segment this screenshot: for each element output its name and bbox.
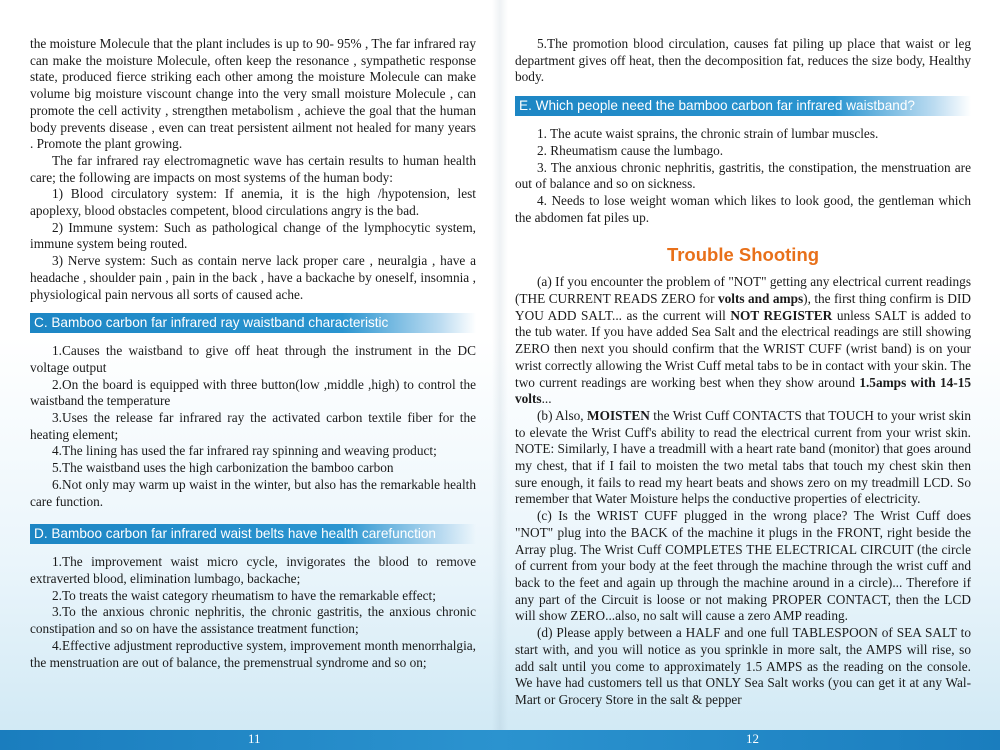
trouble-shooting-title: Trouble Shooting: [666, 244, 820, 266]
section-e-heading: E. Which people need the bamboo carbon far infrared waistband?: [515, 96, 971, 116]
section-c-item: 6.Not only may warm up waist in the winter, but also has the remarkable health care function.: [30, 476, 476, 509]
trouble-a-bold: 1.5amps with 14-15 volts: [515, 374, 971, 407]
section-d-item: 3.To the anxious chronic nephritis, the chronic gastritis, the anxious chronic constipation and so on have the assistance treatment function;: [30, 604, 476, 637]
trouble-a-bold: NOT REGISTER: [730, 307, 833, 323]
page-number-left: 11: [248, 731, 261, 746]
page-number-right: 12: [746, 731, 759, 746]
intro-paragraph: the moisture Molecule that the plant includes is up to 90- 95% , The far infrared ray can make the moisture Molecule, often keep the resonance , sympathetic response state, produced fierce striking each other among the moisture Molecule can make volume big moisture viscount change into the very small moisture Molecule , can promote the cell activity , strengthen metabolism , achieve the goal that the human body prevents disease , even can treat persistent ailment not healed for many years . Promote the plant growing.: [30, 36, 476, 152]
section-d-item: 1.The improvement waist micro cycle, invigorates the blood to remove extraverted blood, elimination lumbago, backache;: [30, 554, 476, 586]
trouble-a-text: ...: [541, 391, 552, 407]
footer-bar: [0, 730, 1000, 750]
trouble-a-text: unless SALT is added to the tub water. If you have added Sea Salt and the electrical readings are still showing ZERO then next you should confirm that the WRIST CUFF (wrist band) is on your wrist correctly allowing the Wrist Cuff metal tabs to be in contact with your skin. The two current readings are working best when they show around: [515, 307, 971, 390]
trouble-a-bold: volts and amps: [717, 291, 804, 307]
wave-paragraph: The far infrared ray electromagnetic wave has certain results to human health care; the following are impacts on most systems of the human body:: [30, 152, 476, 185]
section-e-item: 2. Rheumatism cause the lumbago.: [537, 142, 724, 158]
section-e-item: 4. Needs to lose weight woman which likes to look good, the gentleman which the abdomen fat piles up.: [515, 192, 971, 225]
page-gutter: [492, 0, 508, 730]
blood-system-paragraph: 1) Blood circulatory system: If anemia, it is the high /hypotension, lest apoplexy, blood obstacles competent, blood circulations angry is the bad.: [30, 186, 476, 219]
trouble-b-text: the Wrist Cuff CONTACTS that TOUCH to your wrist skin to elevate the Wrist Cuff's ability to read the electrical current from your wrist skin. NOTE: Similarly, I have a treadmill with a heart rate band (monitor) that goes around my chest, that if I fail to moisten the two metal tabs that touch my chest skin then sure enough, it fails to read my heart beats and shows zero on my treadmill LCD. So remember that Water Moisture helps the conductive properties of electricity.: [515, 407, 971, 507]
section-c-item: 3.Uses the release far infrared ray the activated carbon textile fiber for the heating element;: [30, 410, 476, 442]
trouble-a-text: ), the first thing confirm is DID YOU ADD SALT... as the current will: [515, 291, 971, 323]
trouble-b-bold: MOISTEN: [587, 407, 650, 423]
trouble-item-c: (c) Is the WRIST CUFF plugged in the wrong place? The Wrist Cuff does "NOT" plug into the BACK of the machine it plugs in the FRONT, right beside the Array plug. The Wrist Cuff COMPLETES THE ELECTRICAL CIRCUIT (the circle of current from your body at the feet through the machine through the wrist cuff and back to the feet and again up through the machine around in a circle)... Therefore if any part of the Circuit is loose or not making PROPER CONTACT, then the LCD will show ZERO...also, no salt will cause a zero AMP reading.: [515, 508, 971, 624]
immune-system-paragraph: 2) Immune system: Such as pathological change of the lymphocytic system, immune system being routed.: [30, 219, 476, 252]
section-d-item: 4.Effective adjustment reproductive system, improvement month menorrhalgia, the menstruation are out of balance, the premenstrual syndrome and so on;: [30, 637, 476, 670]
section-c-item: 4.The lining has used the far infrared ray spinning and weaving product;: [52, 443, 437, 459]
section-c-item: 2.On the board is equipped with three button(low ,middle ,high) to control the waistband the temperature: [30, 376, 476, 409]
right-page: [515, 36, 971, 716]
section-e-item: 1. The acute waist sprains, the chronic strain of lumbar muscles.: [537, 126, 879, 142]
section-c-heading: C. Bamboo carbon far infrared ray waistband characteristic: [30, 313, 476, 333]
trouble-item-b: [515, 408, 971, 508]
section-c-item: 5.The waistband uses the high carbonization the bamboo carbon: [52, 460, 394, 476]
nerve-system-paragraph: 3) Nerve system: Such as contain nerve lack proper care , neuralgia , have a headache , shoulder pain , pain in the back , have a backache by oneself, insomnia , physiological pain nervous all sorts of caused ache.: [30, 253, 476, 302]
trouble-b-text: (b) Also,: [537, 407, 588, 423]
left-page: [30, 36, 476, 716]
trouble-item-a: [515, 274, 971, 408]
trouble-a-text: (a) If you encounter the problem of "NOT" getting any electrical current readings (THE CURRENT READS ZERO for: [515, 274, 971, 307]
section-e-item: 3. The anxious chronic nephritis, gastritis, the constipation, the menstruation are out of balance and so on sickness.: [515, 159, 971, 192]
section-c-item: 1.Causes the waistband to give off heat through the instrument in the DC voltage output: [30, 343, 476, 375]
section-d-item: 2.To treats the waist category rheumatism to have the remarkable effect;: [52, 587, 436, 603]
promotion-paragraph: 5.The promotion blood circulation, causes fat piling up place that waist or leg department gives off heat, then the decomposition fat, reduces the size body, Healthy body.: [515, 36, 971, 85]
section-d-heading: D. Bamboo carbon far infrared waist belts have health carefunction: [30, 524, 476, 544]
trouble-item-d: (d) Please apply between a HALF and one full TABLESPOON of SEA SALT to start with, and you will notice as you sprinkle in more salt, the AMPS will rise, so add salt until you come to approximately 1.5 AMPS as the reading on the console. We have had customers tell us that ONLY Sea Salt works (you can get it at any Wal-Mart or Grocery Store in the salt & pepper: [515, 625, 971, 707]
